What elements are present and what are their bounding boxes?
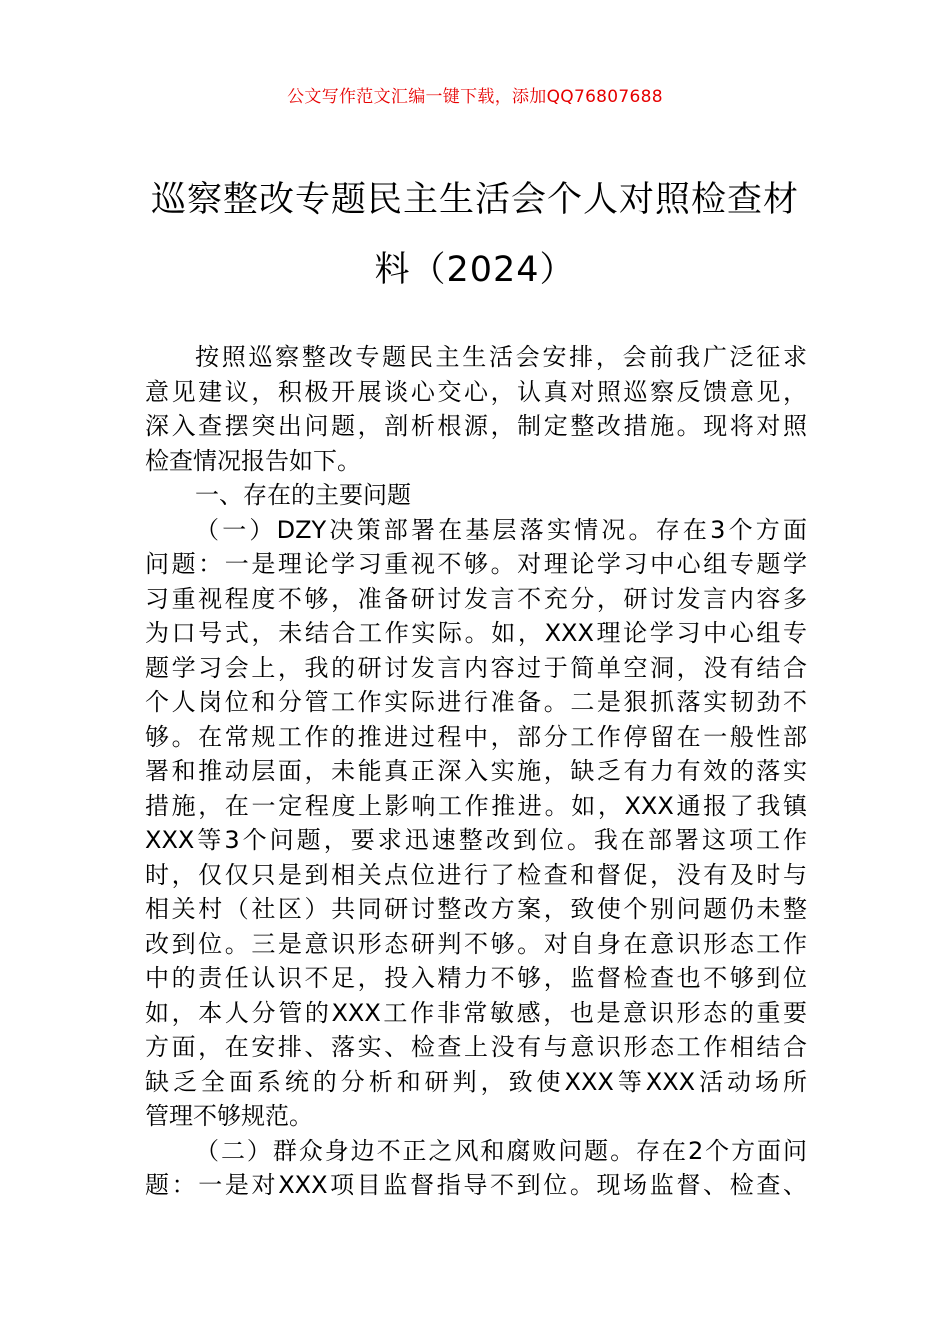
body-line: 缺乏全面系统的分析和研判，致使XXX等XXX活动场所 xyxy=(145,1067,807,1096)
section-heading: 一、存在的主要问题 xyxy=(195,481,411,509)
document-title-line-2: 料（2024） xyxy=(374,250,576,290)
body-line: 题：一是对XXX项目监督指导不到位。现场监督、检查、 xyxy=(145,1171,807,1199)
body-line: 改到位。三是意识形态研判不够。对自身在意识形态工作 xyxy=(145,929,807,958)
body-line: XXX等3个问题，要求迅速整改到位。我在部署这项工作 xyxy=(145,826,807,854)
body-line: 为口号式，未结合工作实际。如，XXX理论学习中心组专 xyxy=(145,619,807,647)
body-line: 习重视程度不够，准备研讨发言不充分，研讨发言内容多 xyxy=(145,584,807,613)
body-line: 如，本人分管的XXX工作非常敏感，也是意识形态的重要 xyxy=(145,998,807,1027)
document-body xyxy=(145,340,807,1203)
header-download-note: 公文写作范文汇编一键下载，添加QQ76807688 xyxy=(287,87,663,107)
body-line: 中的责任认识不足，投入精力不够，监督检查也不够到位 xyxy=(145,964,807,992)
body-line: 措施，在一定程度上影响工作推进。如，XXX通报了我镇 xyxy=(145,791,807,820)
body-line: 管理不够规范。 xyxy=(145,1102,313,1130)
body-line: 署和推动层面，未能真正深入实施，缺乏有力有效的落实 xyxy=(145,757,807,785)
body-line: 时，仅仅只是到相关点位进行了检查和督促，没有及时与 xyxy=(145,860,807,889)
body-line: 方面，在安排、落实、检查上没有与意识形态工作相结合 xyxy=(145,1033,807,1061)
body-line: 个人岗位和分管工作实际进行准备。二是狠抓落实韧劲不 xyxy=(145,688,807,716)
body-line: 深入查摆突出问题，剖析根源，制定整改措施。现将对照 xyxy=(145,412,807,440)
body-line: （一）DZY决策部署在基层落实情况。存在3个方面 xyxy=(195,515,807,544)
body-line: （二）群众身边不正之风和腐败问题。存在2个方面问 xyxy=(195,1136,807,1165)
body-line: 相关村（社区）共同研讨整改方案，致使个别问题仍未整 xyxy=(145,895,807,923)
body-line: 按照巡察整改专题民主生活会安排，会前我广泛征求 xyxy=(195,343,807,371)
body-line: 问题：一是理论学习重视不够。对理论学习中心组专题学 xyxy=(145,550,807,578)
body-line: 够。在常规工作的推进过程中，部分工作停留在一般性部 xyxy=(145,722,807,751)
body-line: 题学习会上，我的研讨发言内容过于简单空洞，没有结合 xyxy=(145,653,807,682)
body-line: 意见建议，积极开展谈心交心，认真对照巡察反馈意见， xyxy=(145,377,807,406)
body-line: 检查情况报告如下。 xyxy=(145,446,361,475)
document-title-line-1: 巡察整改专题民主生活会个人对照检查材 xyxy=(150,180,799,220)
